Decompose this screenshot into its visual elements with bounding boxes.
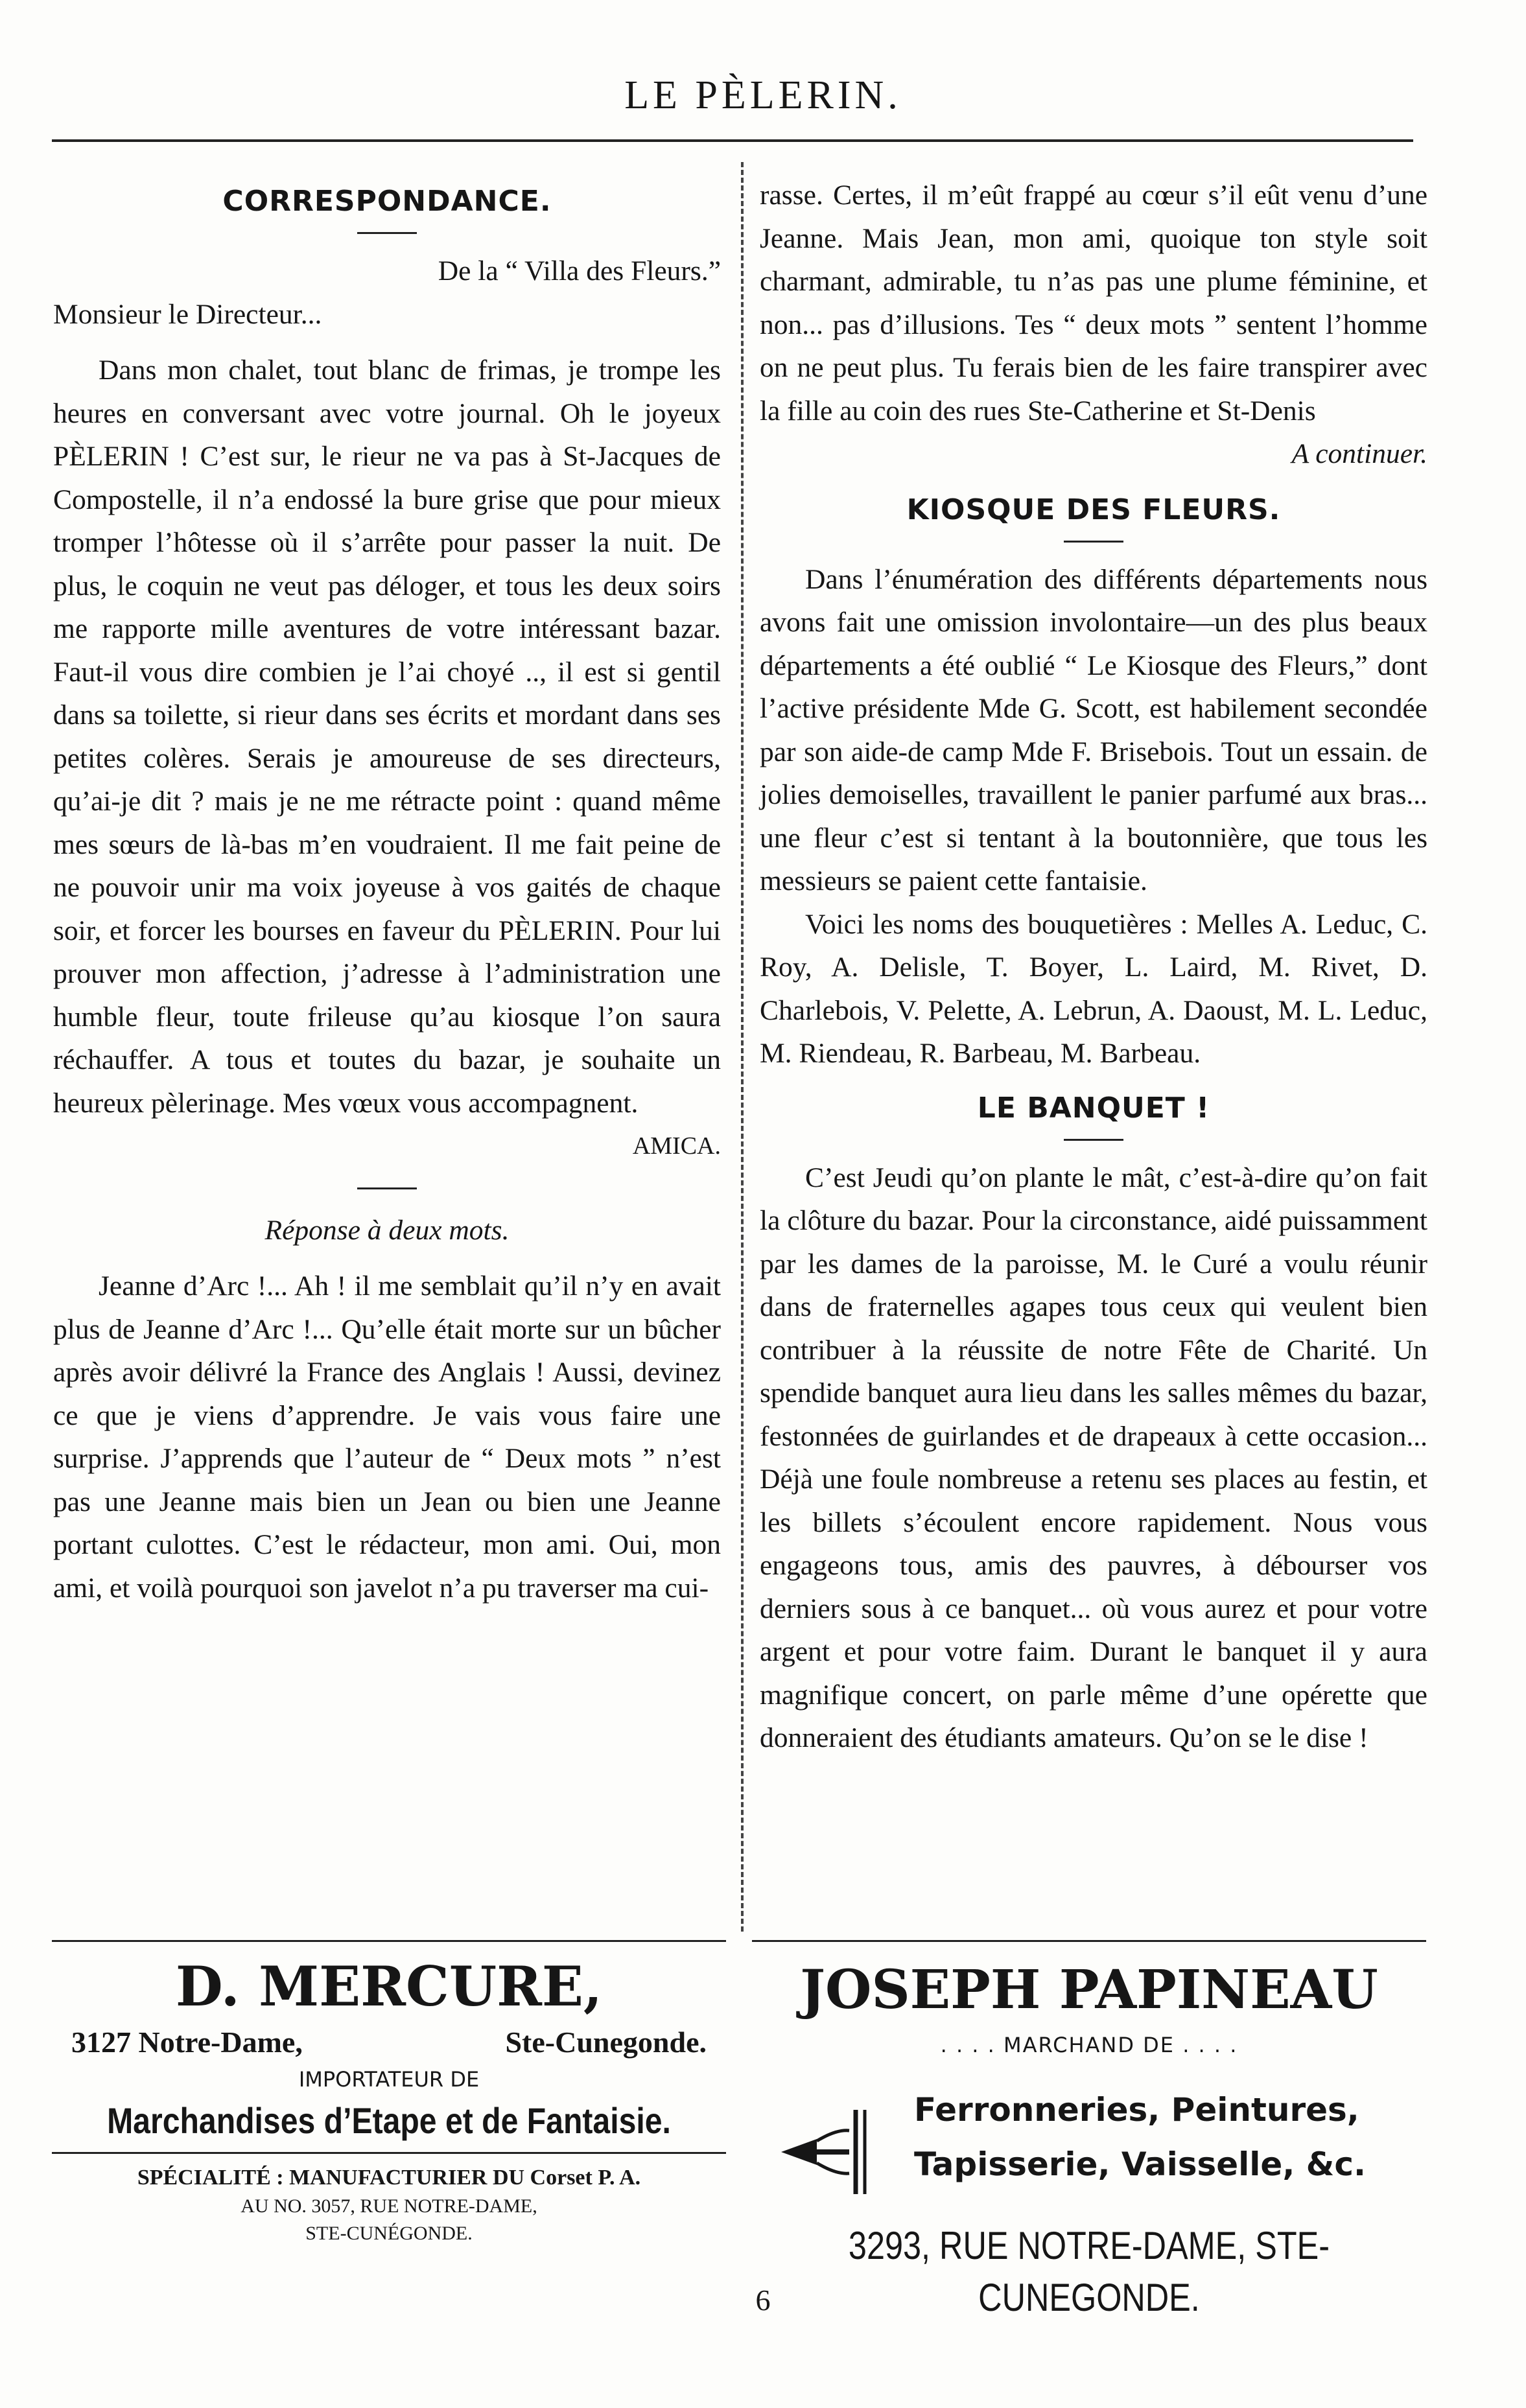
ad-mercure-address-line [52, 2022, 726, 2063]
kiosque-names: Voici les noms des bouquetières : Melles A. Leduc, C. Roy, A. Delisle, T. Boyer, L. Laird, M. Rivet, D. Charlebois, V. Pelette, A. Lebrun, A. Daoust, M. L. Leduc, M. Riendeau, R. Barbeau, M. Barbeau. [760, 908, 1427, 1069]
ad-papineau-goods-2: Tapisserie, Vaisselle, &c. [914, 2145, 1366, 2183]
ad-papineau-goods-1: Ferronneries, Peintures, [914, 2091, 1359, 2129]
ad-mercure-specialty-1: SPÉCIALITÉ : MANUFACTURIER DU Corset P. A. [137, 2166, 641, 2190]
continued-text: rasse. Certes, il m’eût frappé au cœur s’il eût venu d’une Jeanne. Mais Jean, mon ami, quoique ton style soit charmant, admirable, tu n’as pas une plume féminine, et non... pas d’illusions. Tes “ deux mots ” sentent l’homme on ne peut plus. Tu ferais bien de les faire transpirer avec la fille au coin des rues Ste-Catherine et St-Denis [760, 180, 1427, 427]
letter-paragraph: Dans mon chalet, tout blanc de frimas, je trompe les heures en conversant avec votre journal. Oh le joyeux PÈLERIN ! C’est sur, le rieur ne va pas à St-Jacques de Compostelle, il n’a endossé la bure grise que pour mieux tromper l’hôtesse où il s’arrête pour passer la nuit. De plus, le coquin ne veut pas déloger, et tous les deux soirs me rapporte mille aventures de votre intéressant bazar. Faut-il vous dire combien je l’ai choyé .., il est si gentil dans sa toilette, si rieur dans ses écrits et mordant dans ses petites colères. Serais je amoureuse de ses directeurs, qu’ai-je dit ? mais je ne me rétracte point : quand même mes sœurs de là-bas m’en voudraient. Il me fait peine de ne pouvoir unir ma voix joyeuse à vos gaités de chaque soir, et forcer les bourses en faveur du PÈLERIN. Pour lui prouver mon affection, j’adresse à l’administration une humble fleur, toute frileuse qu’au kiosque l’on saura réchauffer. A tous et toutes du bazar, je souhaite un heureux pèlerinage. Mes vœux vous accompagnent. [53, 355, 721, 1119]
ad-mercure-address: 3127 Notre-Dame, [71, 2026, 303, 2059]
letter-signature: AMICA. [632, 1132, 721, 1160]
ad-mercure-specialty-2: AU NO. 3057, RUE NOTRE-DAME, [241, 2195, 537, 2217]
ad-mercure-rule [52, 2152, 726, 2154]
banquet-paragraph: C’est Jeudi qu’on plante le mât, c’est-à-dire qu’on fait la clôture du bazar. Pour la circonstance, aidé puissamment par les dames de la paroisse, M. le Curé a voulu réunir dans de fraternelles agapes tous ceux qui veulent bien contribuer à la réussite de notre Fête de Charité. Un spendide banquet aura lieu dans les salles mêmes du bazar, festonnées de guirlandes et de drapeaux à cette occasion... Déjà une foule nombreuse a retenu ses places au festin, et les billets s’écoulent encore rapidement. Nous vous engageons tous, amis des pauvres, à débourser vos derniers sous à ce banquet... où vous aurez et pour votre argent et pour votre faim. Durant le banquet il y aura magnifique concert, on parle même d’une opérette que donneraient des étudiants amateurs. Qu’on se le dise ! [760, 1162, 1427, 1753]
ad-papineau-address: 3293, RUE NOTRE-DAME, STE-CUNEGONDE. [848, 2224, 1330, 2319]
dateline: De la “ Villa des Fleurs.” [438, 255, 721, 286]
reply-paragraph: Jeanne d’Arc !... Ah ! il me semblait qu’il n’y en avait plus de Jeanne d’Arc !... Qu’elle était morte sur un bûcher après avoir délivré la France des Anglais ! Aussi, devinez ce que je viens d’apprendre. Je vais vous faire une surprise. J’apprends que l’auteur de “ Deux mots ” n’est pas une Jeanne mais bien un Jean ou bien une Jeanne portant culottes. C’est le rédacteur, mon ami. Oui, mon ami, et voilà pourquoi son javelot n’a pu traverser ma cui- [53, 1270, 721, 1604]
ad-mercure-city: Ste-Cunegonde. [505, 2026, 707, 2059]
page-title: LE PÈLERIN. [624, 73, 902, 117]
ad-papineau-name: JOSEPH PAPINEAU [800, 1959, 1378, 2021]
kiosque-paragraph: Dans l’énumération des différents départements nous avons fait une omission involontaire—un des plus beaux départements a été oublié “ Le Kiosque des Fleurs,” dont l’active présidente Mde G. Scott, est habilement secondée par son aide-de camp Mde F. Brisebois. Tout un essain. de jolies demoiselles, travaillent le panier parfumé aux bras... une fleur c’est si tentant à la boutonnière, que tous les messieurs se paient cette fantaisie. [760, 563, 1427, 896]
ad-mercure-name: D. MERCURE, [175, 1954, 603, 2018]
ad-papineau-goods [914, 2083, 1426, 2192]
right-column [760, 174, 1427, 1760]
heading-rule [357, 232, 417, 234]
ads-rule-right [752, 1940, 1426, 1942]
page-number: 6 [755, 2284, 771, 2317]
kiosque-rule [1064, 541, 1123, 543]
ads-rule-left [52, 1940, 726, 1942]
section-rule [357, 1187, 417, 1189]
column-divider [741, 162, 744, 1932]
header-rule [52, 139, 1413, 142]
banquet-rule [1064, 1139, 1123, 1141]
continued-paragraph [760, 174, 1427, 469]
arrow-icon [778, 2103, 869, 2201]
ad-papineau-role: . . . . MARCHAND DE . . . . [940, 2033, 1238, 2057]
ad-mercure-goods: Marchandises d’Etape et de Fantaisie. [107, 2100, 671, 2141]
ad-mercure-role: IMPORTATEUR DE [298, 2067, 480, 2092]
salutation: Monsieur le Directeur... [53, 298, 322, 330]
left-column [53, 180, 721, 1609]
ad-mercure [52, 1951, 726, 2247]
reply-title: Réponse à deux mots. [264, 1214, 510, 1246]
correspondance-heading: CORRESPONDANCE. [222, 185, 552, 218]
ad-mercure-specialty-3: STE-CUNÉGONDE. [305, 2223, 473, 2244]
banquet-heading: LE BANQUET ! [977, 1091, 1210, 1125]
to-be-continued: A continuer. [1291, 438, 1427, 469]
kiosque-heading: KIOSQUE DES FLEURS. [906, 493, 1281, 526]
